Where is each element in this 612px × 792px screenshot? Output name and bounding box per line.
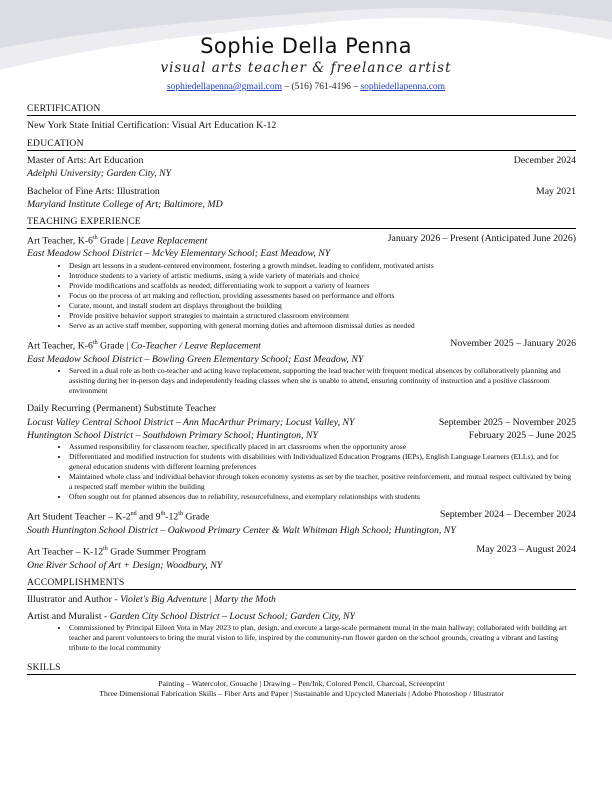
accomplishments-heading: ACCOMPLISHMENTS	[27, 577, 576, 590]
school: Adelphi University; Garden City, NY	[27, 168, 172, 180]
date: January 2026 – Present (Anticipated June 2026)	[387, 233, 576, 245]
date: May 2021	[535, 185, 576, 197]
experience-heading: TEACHING EXPERIENCE	[27, 216, 576, 229]
education-item	[27, 154, 576, 180]
job-entry	[27, 543, 576, 572]
candidate-subtitle: visual arts teacher & freelance artist	[160, 60, 452, 76]
job-org: East Meadow School District – McVey Elementary School; East Meadow, NY	[27, 248, 331, 260]
job-entry	[27, 508, 576, 537]
skills-line: Three Dimensional Fabrication Skills – Fiber Arts and Paper | Sustainable and Upcycled Materials | Adobe Photoshop / Illustrator	[99, 689, 504, 698]
resume-header	[0, 34, 612, 93]
list-item: • Often sought out for planned absences due to reliability, resourcefulness, and exemplary relationships with students	[69, 492, 576, 502]
job-title: Art Teacher, K-6th Grade | Leave Replacement	[27, 235, 208, 247]
degree: Master of Arts: Art Education	[27, 155, 144, 167]
skills-line: Painting – Watercolor, Gouache | Drawing – Pen/Ink, Colored Pencil, Charcoal, Screenprint	[158, 678, 445, 688]
contact-separator: –	[350, 82, 361, 92]
list-item: • Served in a dual role as both co-teacher and acting leave replacement, supporting the lead teacher with frequent medical absences by collaboratively planning and assisting during her in-person days and independently leading classes when she is unable to attend, ensuring continuity of instruction and a positive classroom environment	[69, 366, 576, 396]
job-title: Art Teacher, K-6th Grade | Co-Teacher / Leave Replacement	[27, 340, 261, 352]
phone-number: (516) 761-4196	[291, 82, 351, 92]
list-item: • Maintained whole class and individual behavior through token economy systems as set by the teacher, positive reinforcement, and mutual respect cultivated by being a respected staff member within the building	[69, 472, 576, 492]
contact-line	[0, 81, 612, 93]
contact-separator: –	[282, 82, 292, 92]
job-org: One River School of Art + Design; Woodbury, NY	[27, 559, 223, 571]
list-item: • Assumed responsibility for classroom teacher, specifically placed in art classrooms when the opportunity arose	[69, 442, 576, 452]
list-item: • Serve as an active staff member, supporting with general morning duties and afternoon dismissal duties as needed	[69, 321, 576, 331]
list-item: • Design art lessons in a student-centered environment, fostering a growth mindset, leading to confident, motivated artists	[69, 261, 576, 271]
job-title: Art Student Teacher – K-2nd and 9th-12th Grade	[27, 511, 210, 523]
list-item: • Curate, mount, and install student art displays throughout the building	[69, 301, 576, 311]
date: February 2025 – June 2025	[468, 429, 576, 441]
list-item: • Focus on the process of art making and reflection, providing assessments based on performance and efforts	[69, 291, 576, 301]
accomplishment-item: Illustrator and Author - Violet's Big Adventure | Marty the Moth	[27, 593, 276, 605]
resume-body	[27, 103, 576, 700]
website-link[interactable]: sophiedellapenna.com	[360, 82, 446, 92]
education-item	[27, 185, 576, 211]
list-item: • Provide modifications and scaffolds as needed, differentiating work to support a variety of learners	[69, 281, 576, 291]
job-org: South Huntington School District – Oakwood Primary Center & Walt Whitman High School; Huntington, NY	[27, 524, 456, 536]
accomplishment-bullets	[27, 623, 576, 653]
job-entry	[27, 402, 576, 502]
job-org: East Meadow School District – Bowling Green Elementary School; East Meadow, NY	[27, 353, 364, 365]
job-entry	[27, 337, 576, 396]
job-org: Locust Valley Central School District – Ann MacArthur Primary; Locust Valley, NY	[27, 416, 355, 428]
date: May 2023 – August 2024	[476, 544, 576, 556]
school: Maryland Institute College of Art; Baltimore, MD	[27, 198, 223, 210]
job-org: Huntington School District – Southdown Primary School; Huntington, NY	[27, 429, 318, 441]
job-bullets	[27, 366, 576, 396]
date: December 2024	[513, 155, 576, 167]
date: November 2025 – January 2026	[450, 338, 576, 350]
date: September 2025 – November 2025	[438, 416, 576, 428]
job-bullets	[27, 442, 576, 503]
list-item: • Introduce students to a variety of artistic mediums, using a wide variety of materials and choice	[69, 271, 576, 281]
accomplishment-item: Artist and Muralist - Garden City School District – Locust School; Garden City, NY	[27, 611, 355, 623]
list-item: • Commissioned by Principal Eileen Vota in May 2023 to plan, design, and execute a large-scale permanent mural in the main hallway; collaborated with building art teacher and parent volunteers to bring the mural vision to life, inspired by the community-run flower garden on the school grounds, creating a vibrant and lasting tribute to the local community	[69, 623, 576, 653]
job-title: Daily Recurring (Permanent) Substitute Teacher	[27, 403, 217, 415]
date: September 2024 – December 2024	[439, 509, 576, 521]
certification-text: New York State Initial Certification: Visual Art Education K-12	[27, 120, 277, 131]
education-heading: EDUCATION	[27, 138, 576, 151]
candidate-name: Sophie Della Penna	[200, 34, 412, 58]
email-link[interactable]: sophiedellapenna@gmail.com	[166, 82, 282, 92]
list-item: • Provide positive behavior support strategies to maintain a structured classroom environment	[69, 311, 576, 321]
degree: Bachelor of Fine Arts: Illustration	[27, 185, 160, 197]
job-entry	[27, 232, 576, 331]
list-item: • Differentiated and modified instruction for students with disabilities with Individualized Education Programs (IEPs), English Language Learners (ELLs), and for general education students with different learning preferences	[69, 452, 576, 472]
skills-heading: SKILLS	[27, 662, 576, 675]
job-bullets	[27, 261, 576, 332]
job-title: Art Teacher – K-12th Grade Summer Program	[27, 546, 207, 558]
certification-heading: CERTIFICATION	[27, 103, 576, 116]
